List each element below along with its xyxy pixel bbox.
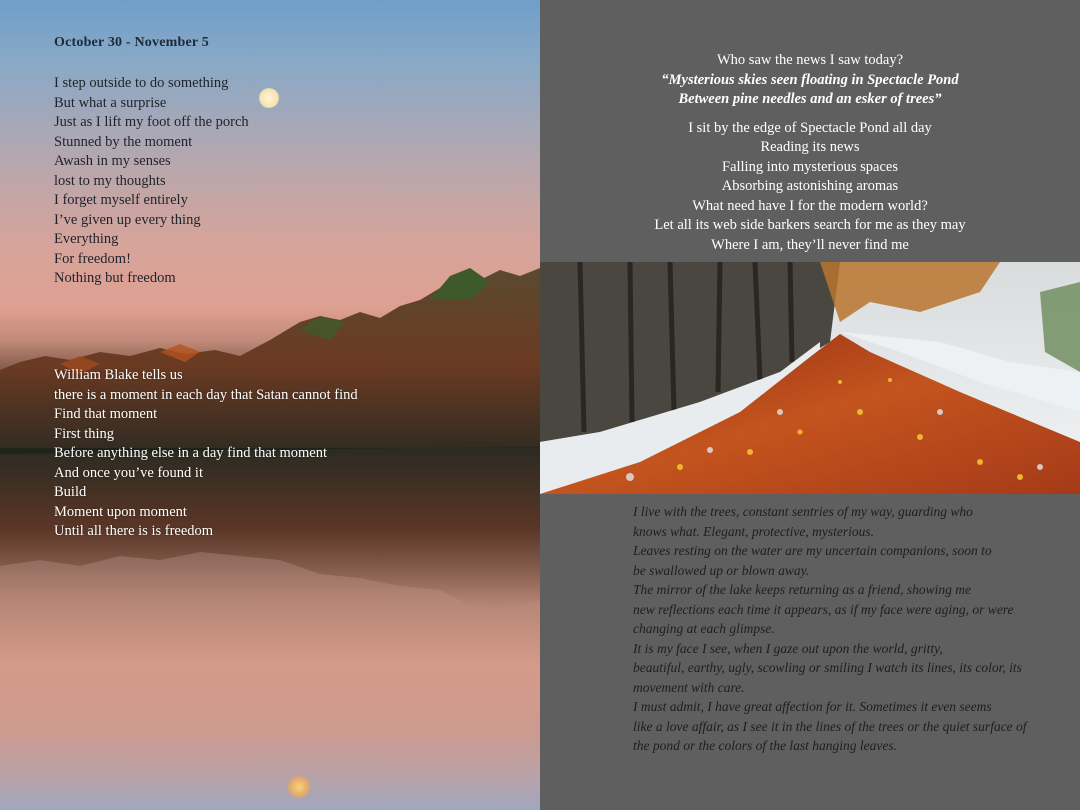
poem-line: Nothing but freedom [54, 270, 176, 286]
poem-line: William Blake tells us [54, 367, 183, 383]
poem-line: Just as I lift my foot off the porch [54, 114, 249, 130]
prose-passage [594, 502, 1029, 756]
prose-line: the pond or the colors of the last hanging leaves. [633, 738, 897, 753]
poem-line: Find that moment [54, 406, 158, 422]
poem-line: Reading its news [760, 139, 860, 155]
poem-stanza-1 [54, 74, 249, 289]
prose-line: like a love affair, as I see it in the lines of the trees or the quiet surface of [633, 718, 1027, 734]
poem-line: Awash in my senses [54, 153, 171, 169]
poem-line: Everything [54, 231, 119, 247]
prose-paragraph [594, 502, 1029, 541]
poem-line: But what a surprise [54, 94, 167, 111]
right-page [540, 0, 1080, 810]
snowy-path-photo [540, 262, 1080, 494]
poem-line: Moment upon moment [54, 503, 187, 520]
date-heading: October 30 - November 5 [54, 35, 209, 50]
moon [259, 88, 279, 108]
poem-line: Falling into mysterious spaces [722, 158, 898, 175]
prose-line: changing at each glimpse. [633, 621, 775, 636]
news-quote-line: “Mysterious skies seen floating in Spectacle Pond [661, 71, 959, 88]
poem-line: I sit by the edge of Spectacle Pond all day [688, 119, 932, 136]
poem-line: Absorbing astonishing aromas [721, 178, 899, 194]
news-section [540, 51, 1080, 255]
prose-paragraph [594, 639, 1029, 698]
prose-paragraph [594, 697, 1029, 756]
poem-line: lost to my thoughts [54, 172, 166, 189]
poem-stanza-3 [540, 119, 1080, 256]
news-quote-line: Between pine needles and an esker of trees” [678, 91, 942, 107]
prose-line: I must admit, I have great affection for it. Sometimes it even seems [633, 699, 992, 714]
prose-line: beautiful, earthy, ugly, scowling or smiling I watch its lines, its color, its [633, 660, 1022, 675]
prose-line: I live with the trees, constant sentries of my way, guarding who [633, 504, 973, 519]
poem-line: What need have I for the modern world? [692, 197, 928, 214]
poem-line: First thing [54, 425, 115, 442]
prose-line: be swallowed up or blown away. [633, 562, 810, 578]
prose-line: knows what. Elegant, protective, mysterious. [633, 523, 874, 539]
prose-line: Leaves resting on the water are my uncertain companions, soon to [633, 543, 992, 558]
poem-line: there is a moment in each day that Satan cannot find [54, 386, 358, 403]
poem-line: I forget myself entirely [54, 192, 188, 208]
prose-line: new reflections each time it appears, as if my face were aging, or were [633, 601, 1014, 617]
poem-line: I’ve given up every thing [54, 211, 201, 228]
poem-line: Where I am, they’ll never find me [711, 236, 909, 253]
prose-line: The mirror of the lake keeps returning as a friend, showing me [633, 582, 971, 597]
news-quote [540, 71, 1080, 110]
poem-line: Let all its web side barkers search for me as they may [654, 217, 966, 233]
poem-line: I step outside to do something [54, 75, 229, 91]
poem-line: Stunned by the moment [54, 133, 193, 150]
poem-line: And once you’ve found it [54, 464, 203, 481]
poem-stanza-2 [54, 366, 358, 542]
poem-line: For freedom! [54, 250, 131, 267]
prose-paragraph [594, 580, 1029, 639]
prose-line: movement with care. [633, 679, 745, 695]
prose-paragraph [594, 541, 1029, 580]
news-intro: Who saw the news I saw today? [716, 52, 904, 68]
poem-line: Build [54, 484, 87, 500]
poem-line: Until all there is is freedom [54, 523, 214, 539]
moon-reflection [288, 776, 310, 798]
prose-line: It is my face I see, when I gaze out upon the world, gritty, [633, 640, 943, 656]
poem-line: Before anything else in a day find that moment [54, 445, 328, 461]
